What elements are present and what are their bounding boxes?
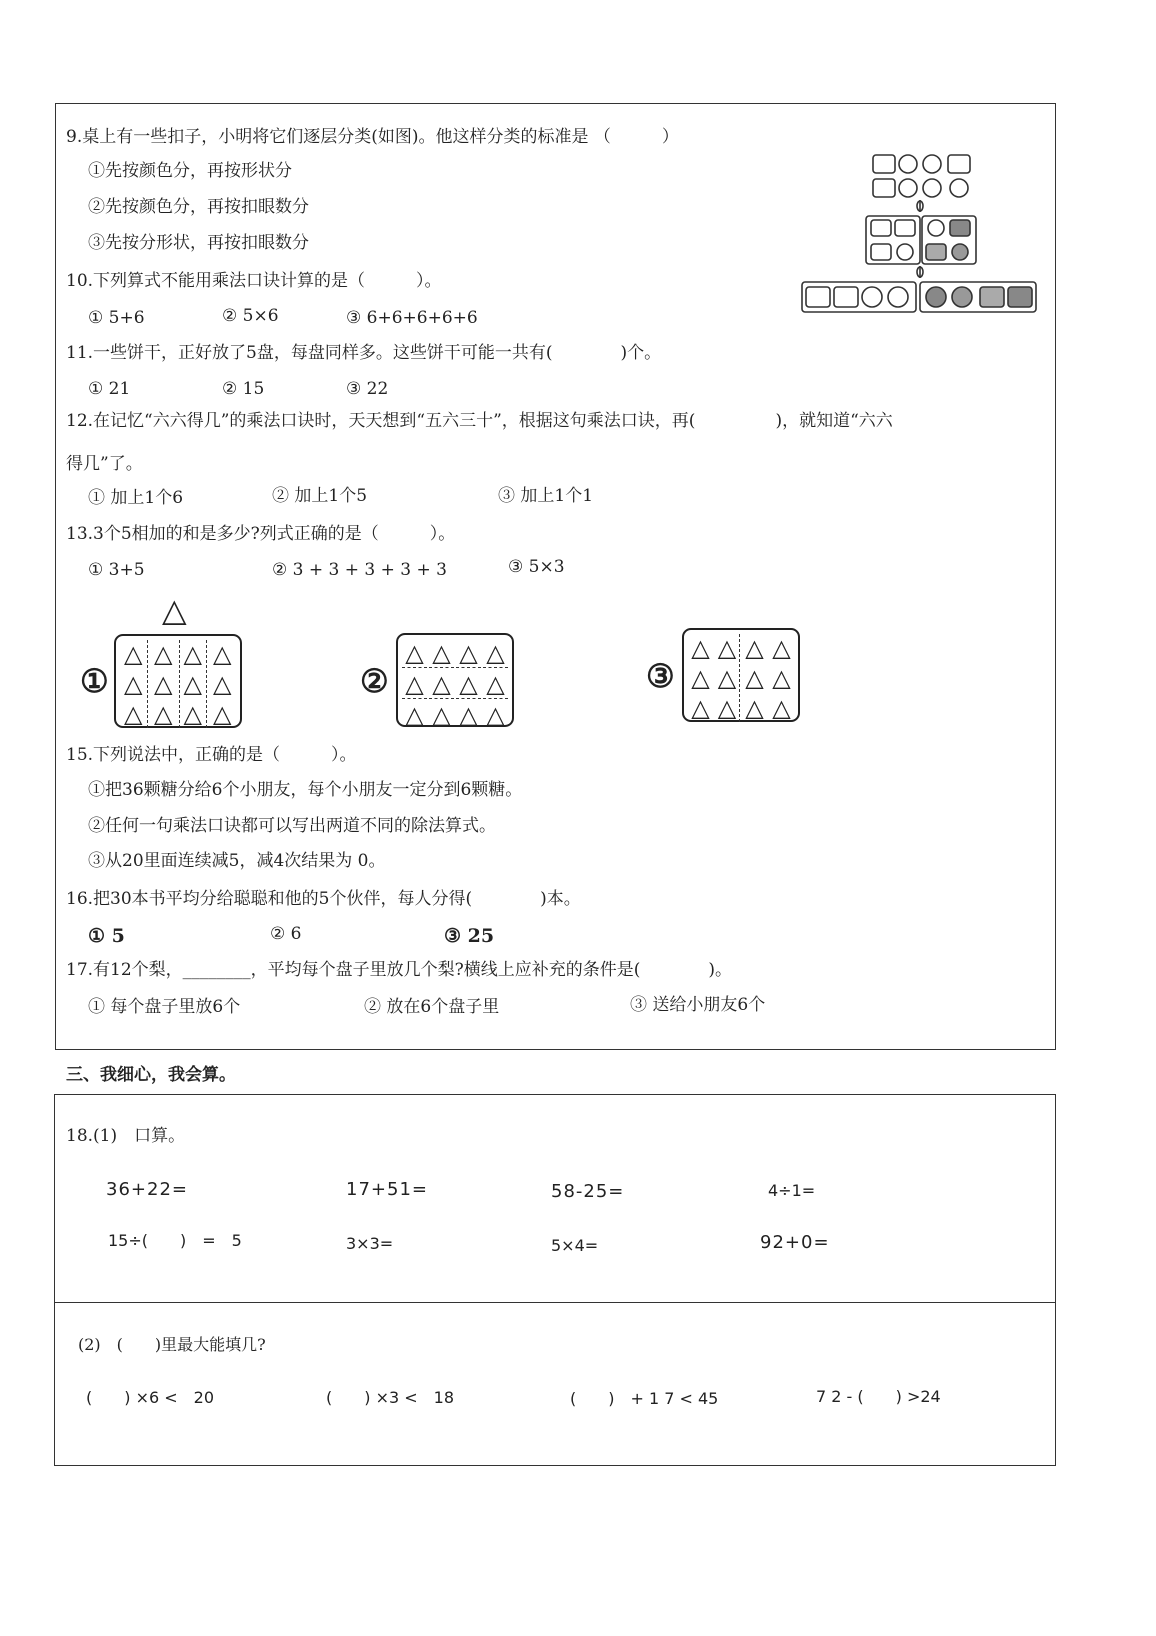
triangle: △ (429, 639, 454, 668)
q11-stem: 11.一些饼干，正好放了5盘，每盘同样多。这些饼干可能一共有( )个。 (66, 343, 662, 363)
q14-label-1[interactable]: ① (80, 662, 109, 700)
q12-option-1[interactable]: ① 加上1个6 (88, 488, 184, 508)
triangle: △ (456, 639, 481, 668)
triangle: △ (405, 701, 424, 729)
triangle: △ (715, 664, 740, 692)
section3-title: 三、我细心，我会算。 (66, 1065, 236, 1085)
q16-stem: 16.把30本书平均分给聪聪和他的5个伙伴，每人分得( )本。 (66, 889, 581, 909)
triangle: △ (715, 634, 740, 662)
q14-figure-3[interactable] (682, 628, 800, 722)
triangle: △ (154, 670, 173, 698)
q18-2-label: (2) ( )里最大能填几? (78, 1335, 266, 1354)
q16-option-1[interactable]: ① 5 (88, 925, 125, 947)
triangle: △ (691, 694, 710, 722)
triangle: △ (154, 700, 173, 728)
triangle: △ (745, 664, 764, 692)
triangle: △ (745, 694, 764, 722)
q17-option-3[interactable]: ③ 送给小朋友6个 (630, 995, 766, 1015)
triangle: △ (772, 664, 791, 692)
q14-top-triangle: △ (162, 591, 187, 629)
q10-option-1[interactable]: ① 5+6 (88, 308, 145, 328)
oral-calc-6[interactable]: 3×3= (346, 1234, 394, 1253)
triangle: △ (120, 670, 148, 698)
q13-option-2[interactable]: ② 3 + 3 + 3 + 3 + 3 (272, 560, 447, 580)
triangle: △ (483, 639, 508, 668)
q11-option-2[interactable]: ② 15 (222, 379, 265, 399)
q12-option-3[interactable]: ③ 加上1个1 (498, 486, 594, 506)
q9-option-2[interactable]: ②先按颜色分，再按扣眼数分 (88, 197, 309, 217)
q16-option-2[interactable]: ② 6 (270, 924, 302, 944)
oral-calc-3[interactable]: 58-25= (551, 1181, 625, 1202)
q16-option-3[interactable]: ③ 25 (444, 925, 495, 947)
oral-calc-2[interactable]: 17+51= (346, 1179, 428, 1200)
triangle: △ (691, 634, 710, 662)
q10-option-3[interactable]: ③ 6+6+6+6+6 (346, 308, 478, 328)
q15-option-1[interactable]: ①把36颗糖分给6个小朋友，每个小朋友一定分到6颗糖。 (88, 780, 523, 800)
triangle: △ (213, 700, 232, 728)
triangle: △ (432, 701, 451, 729)
q17-stem: 17.有12个梨，________，平均每个盘子里放几个梨?横线上应补充的条件是( )。 (66, 960, 733, 980)
triangle: △ (402, 639, 427, 668)
triangle: △ (691, 664, 710, 692)
triangle: △ (456, 670, 481, 699)
oral-calc-1[interactable]: 36+22= (106, 1179, 188, 1200)
q11-option-1[interactable]: ① 21 (88, 379, 131, 399)
triangle: △ (715, 694, 740, 722)
oral-calc-7[interactable]: 5×4= (551, 1236, 599, 1255)
triangle: △ (402, 670, 427, 699)
triangle: △ (154, 640, 173, 668)
q13-stem: 13.3个5相加的和是多少?列式正确的是（ ）。 (66, 524, 456, 544)
q12-stem-line2: 得几”了。 (66, 454, 143, 474)
section3-box (54, 1094, 1056, 1466)
triangle: △ (459, 701, 478, 729)
buttons-diagram (798, 150, 1043, 320)
q14-label-3[interactable]: ③ (646, 657, 675, 695)
oral-calc-4[interactable]: 4÷1= (768, 1181, 816, 1200)
fill-max-1[interactable]: ( ) ×6 < 20 (86, 1388, 215, 1407)
q17-option-1[interactable]: ① 每个盘子里放6个 (88, 997, 241, 1017)
triangle: △ (213, 670, 232, 698)
triangle: △ (179, 670, 207, 698)
fill-max-3[interactable]: ( ) + 1 7 < 45 (570, 1389, 719, 1408)
triangle: △ (772, 694, 791, 722)
fill-max-4[interactable]: 7 2 - ( ) >24 (816, 1387, 941, 1406)
q17-option-2[interactable]: ② 放在6个盘子里 (364, 997, 500, 1017)
triangle: △ (179, 640, 207, 668)
triangle: △ (772, 634, 791, 662)
q15-option-3[interactable]: ③从20里面连续减5，减4次结果为 0。 (88, 851, 386, 871)
triangle: △ (213, 640, 232, 668)
q10-stem: 10.下列算式不能用乘法口诀计算的是（ ）。 (66, 271, 442, 291)
q14-label-2[interactable]: ② (360, 662, 389, 700)
q13-option-1[interactable]: ① 3+5 (88, 560, 145, 580)
triangle: △ (120, 640, 148, 668)
q9-blank: （ ） (593, 127, 679, 147)
q13-option-3[interactable]: ③ 5×3 (508, 557, 565, 577)
q15-option-2[interactable]: ②任何一句乘法口诀都可以写出两道不同的除法算式。 (88, 816, 496, 836)
q11-option-3[interactable]: ③ 22 (346, 379, 389, 399)
fill-max-2[interactable]: ( ) ×3 < 18 (326, 1388, 455, 1407)
section3-divider (54, 1302, 1056, 1303)
q9-option-3[interactable]: ③先按分形状，再按扣眼数分 (88, 233, 309, 253)
q14-figure-1[interactable] (114, 634, 242, 728)
triangle: △ (120, 700, 148, 728)
q12-stem-line1: 12.在记忆“六六得几”的乘法口诀时，天天想到“五六三十”，根据这句乘法口诀，再( )，就知道“六六 (66, 411, 893, 431)
triangle: △ (745, 634, 764, 662)
q18-1-label: 18.(1) 口算。 (66, 1126, 186, 1146)
q14-figure-2[interactable] (396, 633, 514, 727)
q9-option-1[interactable]: ①先按颜色分，再按形状分 (88, 161, 292, 181)
q12-option-2[interactable]: ② 加上1个5 (272, 486, 368, 506)
triangle: △ (486, 701, 505, 729)
oral-calc-5[interactable]: 15÷( ) = 5 (108, 1231, 242, 1250)
button-classification-figure (798, 150, 1043, 320)
triangle: △ (483, 670, 508, 699)
q10-option-2[interactable]: ② 5×6 (222, 306, 279, 326)
oral-calc-8[interactable]: 92+0= (760, 1232, 830, 1253)
q15-stem: 15.下列说法中，正确的是（ ）。 (66, 745, 357, 765)
triangle: △ (179, 700, 207, 728)
q9-stem: 9.桌上有一些扣子，小明将它们逐层分类(如图)。他这样分类的标准是 （ ） (66, 127, 679, 147)
triangle: △ (429, 670, 454, 699)
